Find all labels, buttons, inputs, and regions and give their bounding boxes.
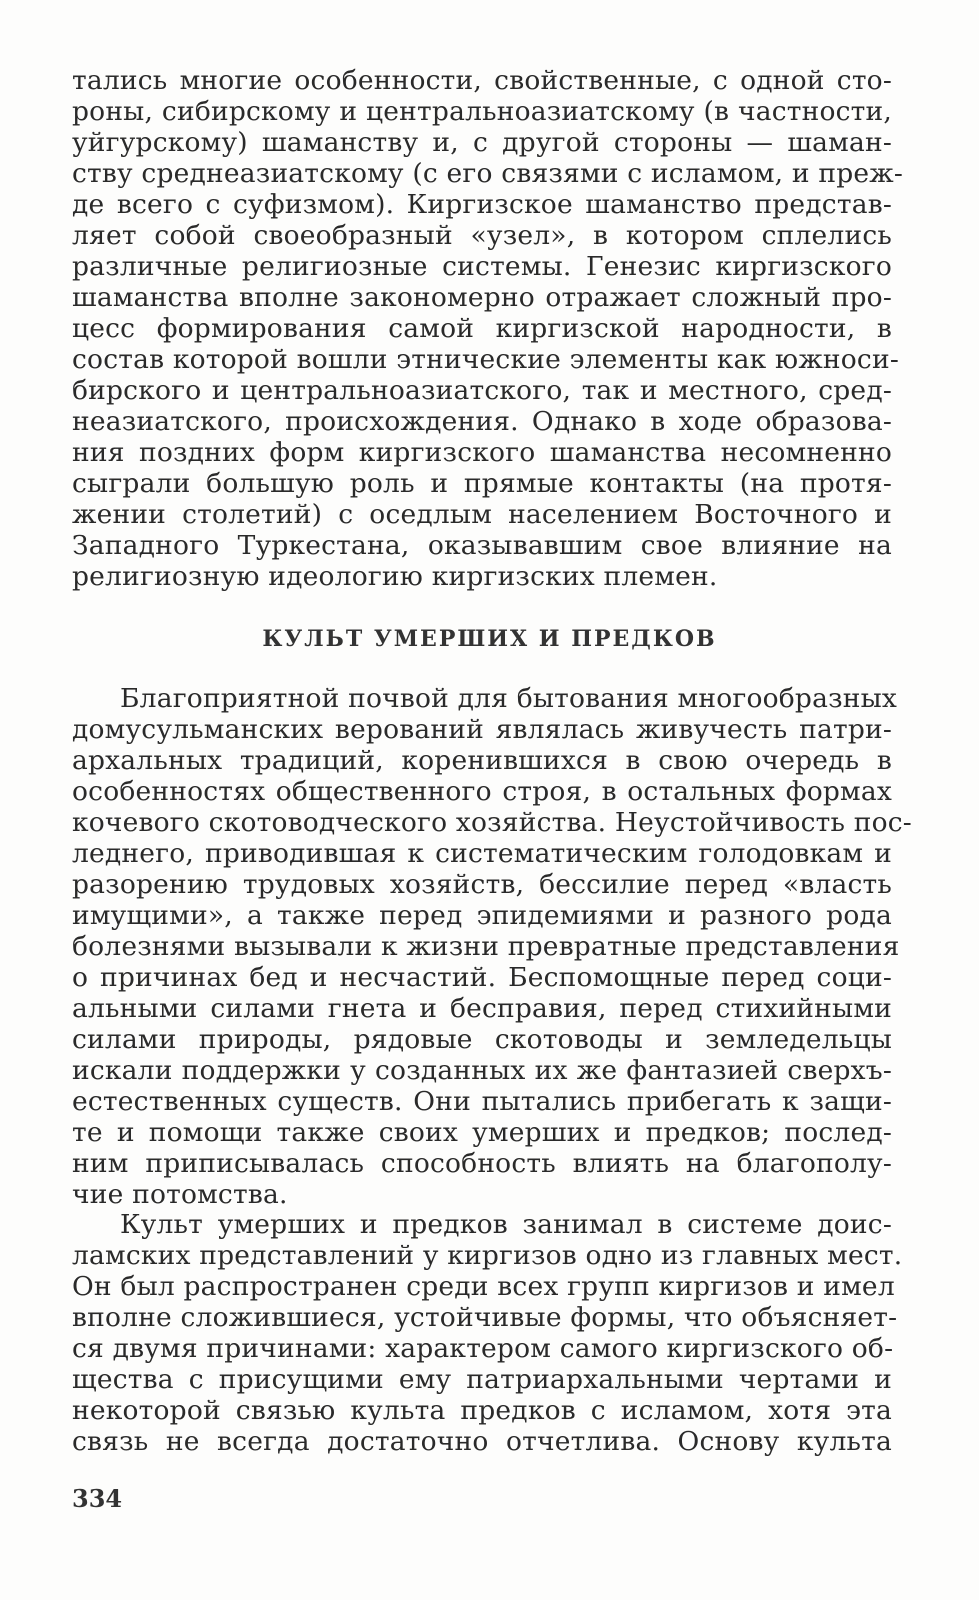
text-line: Культ умерших и предков занимал в системе доис- — [120, 1209, 892, 1240]
text-line: домусульманских верований являлась живучесть патри- — [72, 714, 892, 745]
text-line: бирского и центральноазиатского, так и местного, сред- — [72, 375, 892, 406]
text-line: роны, сибирскому и центральноазиатскому (в частности, — [72, 96, 892, 127]
text-line: альными силами гнета и бесправия, перед стихийными — [72, 993, 892, 1024]
text-line: силами природы, рядовые скотоводы и земледельцы — [72, 1024, 892, 1055]
text-line: религиозную идеологию киргизских племен. — [72, 561, 718, 592]
text-line: чие потомства. — [72, 1179, 288, 1210]
text-line: разорению трудовых хозяйств, бессилие перед «власть — [72, 869, 892, 900]
text-line: ния поздних форм киргизского шаманства несомненно — [72, 437, 892, 468]
text-line: жении столетий) с оседлым населением Восточного и — [72, 499, 892, 530]
text-line: архальных традиций, коренившихся в свою очередь в — [72, 745, 892, 776]
text-line: де всего с суфизмом). Киргизское шаманство представ- — [72, 189, 892, 220]
text-line: Западного Туркестана, оказывавшим свое влияние на — [72, 530, 892, 561]
text-line: те и помощи также своих умерших и предков; послед- — [72, 1117, 892, 1148]
text-line: кочевого скотоводческого хозяйства. Неустойчивость пос- — [72, 807, 912, 838]
text-line: Он был распространен среди всех групп киргизов и имел — [72, 1271, 895, 1302]
text-line: естественных существ. Они пытались прибегать к защи- — [72, 1086, 892, 1117]
text-line: имущими», а также перед эпидемиями и разного рода — [72, 900, 892, 931]
text-line: искали поддержки у созданных их же фантазией сверхъ- — [72, 1055, 892, 1086]
paragraph-shamanism — [72, 65, 903, 592]
text-line: вполне сложившиеся, устойчивые формы, что объясняет- — [72, 1302, 898, 1333]
text-line: ся двумя причинами: характером самого киргизского об- — [72, 1333, 894, 1364]
page-number: 334 — [72, 1484, 123, 1513]
text-line: ству среднеазиатскому (с его связями с исламом, и преж- — [72, 158, 903, 189]
text-line: щества с присущими ему патриархальными чертами и — [72, 1364, 892, 1395]
text-line: уйгурскому) шаманству и, с другой стороны — шаман- — [72, 127, 892, 158]
text-line: цесс формирования самой киргизской народности, в — [72, 313, 892, 344]
text-line: Благоприятной почвой для бытования многообразных — [120, 683, 898, 714]
text-line: болезнями вызывали к жизни превратные представления — [72, 931, 900, 962]
paragraph-patriarchal-traditions — [72, 683, 912, 1210]
text-line: ляет собой своеобразный «узел», в котором сплелись — [72, 220, 892, 251]
paragraph-ancestor-cult — [72, 1209, 903, 1457]
text-line: шаманства вполне закономерно отражает сложный про- — [72, 282, 892, 313]
text-line: различные религиозные системы. Генезис киргизского — [72, 251, 892, 282]
text-line: особенностях общественного строя, в остальных формах — [72, 776, 892, 807]
text-line: сыграли большую роль и прямые контакты (на протя- — [72, 468, 892, 499]
section-heading: КУЛЬТ УМЕРШИХ И ПРЕДКОВ — [262, 626, 717, 652]
text-line: состав которой вошли этнические элементы как южноси- — [72, 344, 899, 375]
text-line: леднего, приводившая к систематическим голодовкам и — [72, 838, 892, 869]
text-line: связь не всегда достаточно отчетлива. Основу культа — [72, 1426, 892, 1457]
text-line: ним приписывалась способность влиять на благополу- — [72, 1148, 892, 1179]
text-line: ламских представлений у киргизов одно из главных мест. — [72, 1240, 903, 1271]
text-line: о причинах бед и несчастий. Беспомощные перед соци- — [72, 962, 892, 993]
text-line: неазиатского, происхождения. Однако в ходе образова- — [72, 406, 892, 437]
text-line: тались многие особенности, свойственные, с одной сто- — [72, 65, 892, 96]
text-line: некоторой связью культа предков с исламом, хотя эта — [72, 1395, 892, 1426]
